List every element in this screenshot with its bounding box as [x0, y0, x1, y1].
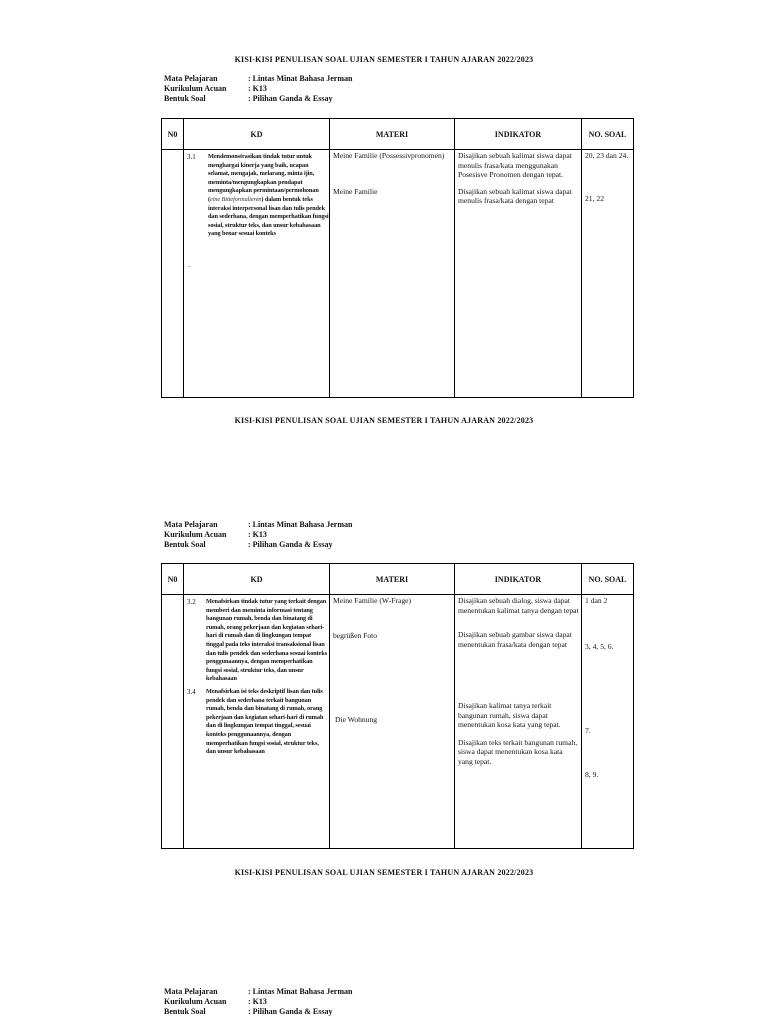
kd-text-italic: eine Bitteformulieren: [210, 195, 262, 203]
cell-no: [162, 595, 184, 849]
kd-dot: .: [188, 259, 190, 269]
kd-number: 3.2: [187, 598, 196, 606]
meta-value-kurikulum: : K13: [248, 84, 267, 93]
kd-number: 3.4: [187, 687, 196, 696]
meta-label-mapel: Mata Pelajaran: [164, 987, 218, 996]
kd-item: [187, 688, 329, 757]
header-kd: KD: [184, 564, 330, 595]
meta-block: [164, 987, 352, 1017]
header-no-soal: NO. SOAL: [582, 564, 634, 595]
kd-description: Menafsirkan isi teks deskriptif lisan dan tulis pendek dan sederhana terkait bangunan rumah, benda dan binatang di rumah, orang pekerjaan dan kegiatan sehari-hari di rumah dan di lingkungan tempat tinggal, sesuai konteks penggunaannya, dengan memperhatikan fungsi sosial, struktur teks, dan unsur kebahasaan: [206, 687, 324, 756]
materi-item: Meine Familie (Possessivpronomen): [333, 151, 445, 160]
cell-no-soal: [582, 150, 634, 398]
header-indikator: INDIKATOR: [455, 564, 582, 595]
meta-value-mapel: : Lintas Minat Bahasa Jerman: [248, 74, 353, 83]
indikator-item: Disajikan kalimat tanya terkait bangunan rumah, siswa dapat menentukan kosa kata yang tepat.: [458, 701, 561, 729]
meta-label-mapel: Mata Pelajaran: [164, 74, 218, 83]
meta-label-bentuk: Bentuk Soal: [164, 94, 206, 103]
meta-value-kurikulum: : K13: [248, 530, 267, 539]
kd-item: [187, 598, 329, 684]
kisi-table-2: [161, 563, 634, 849]
meta-label-kurikulum: Kurikulum Acuan: [164, 997, 227, 1006]
kd-item: [187, 153, 329, 239]
soal-item: 21, 22: [585, 193, 604, 203]
materi-item: Die Wohnung: [335, 715, 378, 724]
cell-kd: [184, 595, 330, 849]
meta-label-bentuk: Bentuk Soal: [164, 540, 206, 549]
soal-item: 3, 4, 5, 6.: [585, 641, 614, 651]
kisi-table-1: [161, 118, 634, 398]
cell-no-soal: [582, 595, 634, 849]
meta-value-mapel: : Lintas Minat Bahasa Jerman: [248, 520, 353, 529]
materi-item: Meine Familie (W-Frage): [333, 596, 412, 605]
meta-block: [164, 520, 352, 550]
indikator-item: Disajikan teks terkait bangunan rumah, siswa dapat menentukan kosa kata yang tepat.: [458, 737, 578, 766]
meta-value-bentuk: : Pilihan Ganda & Essay: [248, 94, 333, 103]
kd-text-part: ) dalam bentuk teks interaksi interpersonal lisan dan tulis pendek dan sederhana, dengan memperhatikan fungsi sosial, struktur teks, dan unsur kebahasaan yang benar sesuai konteks: [208, 195, 329, 238]
table-header-row: [162, 564, 634, 595]
meta-value-mapel: : Lintas Minat Bahasa Jerman: [248, 987, 353, 996]
kd-number: 3.1: [187, 153, 196, 161]
meta-label-kurikulum: Kurikulum Acuan: [164, 530, 227, 539]
indikator-item: Disajikan sebuah gambar siswa dapat menentukan frasa/kata dengan tepat: [458, 630, 572, 649]
cell-materi: [330, 150, 455, 398]
materi-item: Meine Familie: [333, 186, 378, 196]
header-no: N0: [162, 564, 184, 595]
soal-item: 20, 23 dan 24.: [585, 151, 629, 160]
meta-label-mapel: Mata Pelajaran: [164, 520, 218, 529]
indikator-item: Disajikan sebuah dialog, siswa dapat menentukan kalimat tanya dengan tepat: [458, 596, 579, 615]
header-materi: MATERI: [330, 119, 455, 150]
table-row: [162, 595, 634, 849]
cell-materi: [330, 595, 455, 849]
soal-item: 8, 9.: [585, 769, 599, 779]
materi-item: begrüßen Foto: [333, 630, 378, 640]
header-kd: KD: [184, 119, 330, 150]
document-title: KISI-KISI PENULISAN SOAL UJIAN SEMESTER I TAHUN AJARAN 2022/2023: [234, 416, 534, 425]
header-no-soal: NO. SOAL: [582, 119, 634, 150]
meta-value-bentuk: : Pilihan Ganda & Essay: [248, 540, 333, 549]
cell-kd: [184, 150, 330, 398]
table-row: [162, 150, 634, 398]
indikator-item: Disajikan sebuah kalimat siswa dapat menulis frasa/kata menggunakan Posesisve Pronomen dengan tepat.: [458, 151, 572, 179]
meta-label-kurikulum: Kurikulum Acuan: [164, 84, 227, 93]
meta-block: [164, 74, 352, 104]
kd-description: [208, 153, 329, 239]
cell-no: [162, 150, 184, 398]
meta-label-bentuk: Bentuk Soal: [164, 1007, 206, 1016]
document-title: KISI-KISI PENULISAN SOAL UJIAN SEMESTER I TAHUN AJARAN 2022/2023: [234, 868, 534, 877]
header-materi: MATERI: [330, 564, 455, 595]
header-indikator: INDIKATOR: [455, 119, 582, 150]
meta-value-kurikulum: : K13: [248, 997, 267, 1006]
header-no: N0: [162, 119, 184, 150]
cell-indikator: [455, 150, 582, 398]
kd-text-part: Mendemonstrasikan tindak tutur untuk menghargai kinerja yang baik, ucapan selamat, mengajak, melarang, minta ijin, meminta/mengungkapkan pendapat mengungkapkan permintaan/permohonan (: [208, 153, 319, 203]
soal-item: 1 dan 2: [585, 596, 608, 605]
indikator-item: Disajikan sebuah kalimat siswa dapat menulis frasa/kata dengan tepat: [458, 186, 572, 205]
kd-description: Menafsirkan tindak tutur yang terkait dengan memberi dan meminta informasi tentang bangunan rumah, benda dan binatang di rumah, orang pekerjaan dan kegiatan sehari-hari di rumah dan di lingkungan tempat tinggal pada teks interaksi transaksional lisan dan tulis pendek dan sederhana sesuai konteks penggunaannya, dengan memperhatikan fungsi sosial, struktur teks, dan unsur kebahasaan: [206, 598, 328, 683]
table-header-row: [162, 119, 634, 150]
soal-item: 7.: [585, 726, 591, 735]
cell-indikator: [455, 595, 582, 849]
meta-value-bentuk: : Pilihan Ganda & Essay: [248, 1007, 333, 1016]
document-title: KISI-KISI PENULISAN SOAL UJIAN SEMESTER I TAHUN AJARAN 2022/2023: [234, 55, 534, 64]
